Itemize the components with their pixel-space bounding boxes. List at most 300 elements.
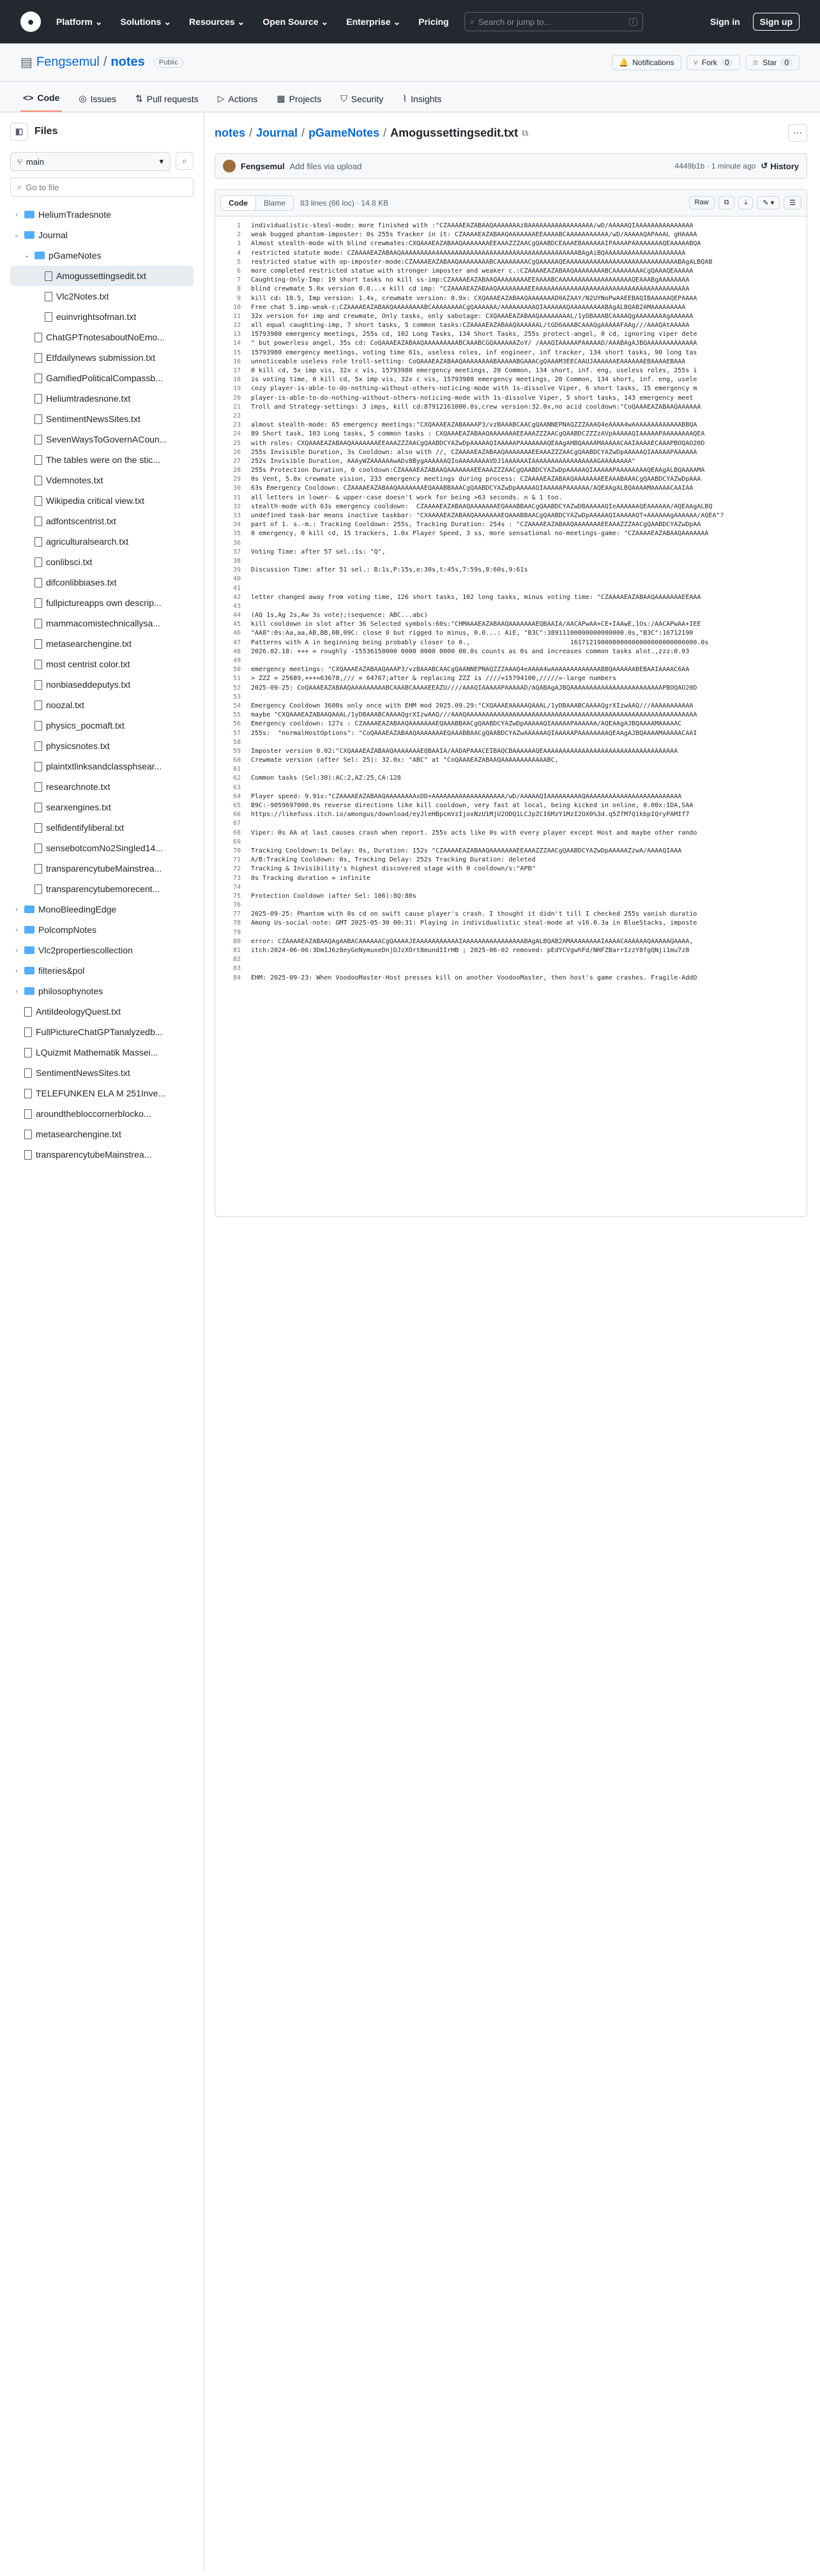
tree-item-label: Heliumtradesnone.txt xyxy=(46,393,131,404)
play-icon: ▷ xyxy=(217,93,225,103)
commit-message[interactable]: Add files via upload xyxy=(289,161,362,171)
tree-item-label: The tables were on the stic... xyxy=(46,455,160,465)
line-number[interactable]: 29 xyxy=(232,476,241,483)
tree-file[interactable] xyxy=(10,1042,194,1063)
file-header xyxy=(215,190,807,216)
tree-file[interactable] xyxy=(10,552,194,572)
tree-item-label: transparencytubeMainstrea... xyxy=(36,1149,152,1160)
tree-item-label: filteries&pol xyxy=(38,966,85,976)
code-line xyxy=(215,720,807,729)
tree-file[interactable] xyxy=(10,1103,194,1124)
copy-icon[interactable]: ⧉ xyxy=(718,196,735,209)
line-text: with roles: CXQAAAEAZABAAQAAAAAAAEEAAAZZZAACgQAABDCYAZwDpAAAAAQIAAAAAPAAAAAAAQEAAgAHBQAAAAMAAAAACAAIAAAAECAAAPBOQAO20D xyxy=(251,439,705,447)
line-number[interactable]: 72 xyxy=(232,865,241,873)
tree-file[interactable] xyxy=(10,388,194,409)
line-number[interactable]: 84 xyxy=(232,974,241,981)
symbols-panel-icon[interactable]: ☰ xyxy=(784,196,801,209)
tree-item-label: Wikipedia critical view.txt xyxy=(46,496,145,506)
line-number[interactable]: 71 xyxy=(232,856,241,864)
tree-item-label: pGameNotes xyxy=(49,250,102,261)
pull-request-icon: ⇅ xyxy=(135,93,143,103)
tree-file[interactable] xyxy=(10,654,194,674)
history-icon: ↺ xyxy=(761,161,768,170)
line-number[interactable]: 3 xyxy=(236,240,241,248)
tree-item-label: AntiIdeologyQuest.txt xyxy=(36,1006,121,1017)
line-number[interactable]: 59 xyxy=(232,747,241,755)
tree-file[interactable] xyxy=(10,633,194,654)
line-number[interactable]: 83 xyxy=(232,965,241,973)
tree-file[interactable] xyxy=(10,286,194,307)
line-number[interactable]: 73 xyxy=(232,874,241,882)
line-text: 15793980 emergency meetings, 255s cd, 102 Long Tasks, 134 Short Tasks, 255s protect-angel, 0 cd, ignoring viper dete xyxy=(251,331,697,338)
line-number[interactable]: 81 xyxy=(232,947,241,954)
line-number[interactable]: 45 xyxy=(232,621,241,628)
tree-item-label: Vlc2Notes.txt xyxy=(56,291,109,301)
line-number[interactable]: 8 xyxy=(236,285,241,293)
tab-security[interactable]: ⛉ Security xyxy=(340,93,384,104)
tree-file[interactable] xyxy=(10,1144,194,1165)
tree-file[interactable] xyxy=(10,1001,194,1022)
file-icon xyxy=(34,660,42,669)
chevron-down-icon: ⌄ xyxy=(237,16,245,27)
line-number[interactable]: 51 xyxy=(232,675,241,683)
issue-icon: ◎ xyxy=(79,93,87,103)
code-line xyxy=(215,548,807,557)
code-line xyxy=(215,639,807,648)
tab-issues[interactable]: ◎ Issues xyxy=(79,93,117,104)
line-text: 63s Emergency Cooldown: CZAAAAEAZABAAQAAAAAAAEQAAABBAAACgQAABDCYAZwDpAAAAAQIAAAAAPAAAAAA/AQEAAgALBQAAAAMAAAAACAAIAA xyxy=(251,485,694,492)
tree-folder[interactable] xyxy=(10,899,194,920)
code-line xyxy=(215,620,807,629)
line-number[interactable]: 38 xyxy=(232,557,241,564)
line-number[interactable]: 80 xyxy=(232,937,241,945)
tab-code[interactable]: <> Code xyxy=(20,93,62,112)
file-icon xyxy=(34,496,42,506)
line-number[interactable]: 7 xyxy=(236,277,241,284)
line-number[interactable]: 27 xyxy=(232,457,241,465)
tab-insights[interactable]: ⌇ Insights xyxy=(402,93,442,104)
commit-author[interactable]: Fengsemul xyxy=(241,161,285,171)
line-number[interactable]: 15 xyxy=(232,349,241,356)
line-number[interactable]: 26 xyxy=(232,448,241,456)
repo-header xyxy=(0,43,820,82)
chevron-down-icon: ⌄ xyxy=(163,16,172,27)
raw-button[interactable]: Raw xyxy=(689,196,715,209)
global-header xyxy=(0,0,820,43)
tree-item-label: TELEFUNKEN ELA M 251Inve... xyxy=(36,1088,166,1098)
file-tree-sidebar xyxy=(0,112,204,2571)
line-number[interactable]: 44 xyxy=(232,612,241,619)
tree-file[interactable] xyxy=(10,429,194,450)
line-number[interactable]: 19 xyxy=(232,385,241,393)
tree-file[interactable] xyxy=(10,511,194,531)
tree-item-label: Journal xyxy=(38,230,68,240)
tab-pull-requests[interactable]: ⇅ Pull requests xyxy=(135,93,199,104)
repo-owner-link[interactable]: Fengsemul xyxy=(36,55,100,69)
line-text: more completed restricted statue with stronger imposter and weaker c.:CZAAAAEAZABAAQAAAAAAAABCAAAAAAAACgQAAAQEAAAAA xyxy=(251,267,694,275)
breadcrumb-separator: / xyxy=(301,126,305,139)
code-line xyxy=(215,611,807,620)
line-number[interactable]: 52 xyxy=(232,684,241,692)
code-line xyxy=(215,239,807,248)
line-number[interactable]: 28 xyxy=(232,467,241,474)
line-text: 0 kill cd, 5x imp vis, 32x c vis, 15793980 emergency meetings, 20 Common, 134 short, inf. eng, useless roles, 255s i xyxy=(251,367,697,374)
line-text: "AA8":0s:Aa,aa,AB,BB,0B,09C: close 0 but rigged to minus, 0.0...: AiE, "B3C":38911100000000000000.0s,"B3C":16712190 xyxy=(251,630,694,637)
tree-file[interactable] xyxy=(10,266,194,286)
code-line xyxy=(215,865,807,874)
chevron-right-icon: › xyxy=(15,926,18,934)
fork-button[interactable]: ⑂ Fork 0 xyxy=(687,55,740,70)
tree-item-label: SentimentNewsSites.txt xyxy=(46,414,140,424)
line-number[interactable]: 42 xyxy=(232,593,241,601)
line-text: individualistic-steal-mode: more finished with :"CZAAAAEAZABAAQAAAAAAAzBAAAAAAAAAAAAAAAAA/wD/AAAAAQIAAAAAAAAAAAAAAA xyxy=(251,222,694,229)
code-line xyxy=(215,267,807,276)
file-icon xyxy=(24,1109,32,1119)
line-number[interactable]: 82 xyxy=(232,956,241,964)
code-lines xyxy=(215,216,807,988)
fork-count: 0 xyxy=(721,58,733,67)
folder-icon xyxy=(24,231,34,239)
file-icon xyxy=(34,414,42,424)
nav-pricing[interactable]: Pricing xyxy=(418,17,449,27)
line-number[interactable]: 54 xyxy=(232,702,241,709)
breadcrumb-file: Amogussettingsedit.txt xyxy=(390,126,519,139)
code-line xyxy=(215,593,807,602)
tree-file[interactable] xyxy=(10,572,194,593)
line-text: weak bugged phantom-imposter: 0s 255s Tracker in it: CZAAAAEAZABAAQAAAAAAAEEAAAABCAAAAAAAAAAA/wD/AAAAAQAPAAAL gHAAAA xyxy=(251,231,697,239)
global-nav xyxy=(56,17,449,27)
tree-item-label: difconlibbiases.txt xyxy=(46,577,117,587)
line-number[interactable]: 25 xyxy=(232,439,241,447)
line-text: player-is-able-to-do-nothing-without-others-noticing-mode with 1s-dissolve Viper, 5 short tasks, 143 emergency meet xyxy=(251,394,694,402)
tree-file[interactable] xyxy=(10,470,194,490)
tree-file[interactable] xyxy=(10,409,194,429)
collapse-sidebar-icon[interactable]: ◧ xyxy=(10,123,28,140)
folder-icon xyxy=(24,926,34,934)
file-icon xyxy=(24,1089,32,1098)
line-number[interactable]: 11 xyxy=(232,312,241,320)
tree-file[interactable] xyxy=(10,450,194,470)
tree-file[interactable] xyxy=(10,756,194,777)
line-text: Viper: 0s AA at last causes crash when report. 255s acts like 0s with every player except Host and maybe other rando xyxy=(251,829,697,837)
line-number[interactable]: 75 xyxy=(232,892,241,900)
line-text: Common tasks (Sel:30):AC:2,AZ:25,CA:128 xyxy=(251,775,401,782)
line-number[interactable]: 9 xyxy=(236,294,241,302)
line-number[interactable]: 4 xyxy=(236,249,241,257)
line-number[interactable]: 23 xyxy=(232,421,241,429)
tree-file[interactable] xyxy=(10,347,194,368)
line-number[interactable]: 35 xyxy=(232,530,241,538)
go-to-file-input[interactable]: ⌕ Go to file xyxy=(10,178,194,197)
tree-file[interactable] xyxy=(10,838,194,858)
line-number[interactable]: 13 xyxy=(232,331,241,338)
tree-item-label: physics_pocmaft.txt xyxy=(46,720,125,731)
line-text: Voting Time: after 57 sel.:1s: "Q", xyxy=(251,548,386,556)
line-number[interactable]: 16 xyxy=(232,358,241,365)
line-text: (AQ 1s,Ag 2s,Aw 3s vote);(sequence: ABC...abc) xyxy=(251,612,428,619)
download-icon[interactable]: ⤓ xyxy=(738,196,753,209)
code-line xyxy=(215,801,807,810)
line-number[interactable]: 68 xyxy=(232,829,241,837)
line-number[interactable]: 60 xyxy=(232,757,241,764)
line-number[interactable]: 47 xyxy=(232,639,241,646)
line-text: B9C:-9059697000.0s reverse directions like kill cooldown, very fast at local, being kicked in online, 0.00x:IDA,SAA xyxy=(251,802,694,809)
nav-resources[interactable]: Resources ⌄ xyxy=(189,16,245,27)
code-line xyxy=(215,394,807,403)
line-number[interactable]: 1 xyxy=(236,222,241,229)
file-icon xyxy=(34,864,42,874)
line-number[interactable]: 48 xyxy=(232,648,241,655)
tree-file[interactable] xyxy=(10,817,194,838)
line-number[interactable]: 74 xyxy=(232,883,241,891)
code-line xyxy=(215,883,807,892)
line-number[interactable]: 14 xyxy=(232,340,241,347)
search-icon[interactable]: ⌕ xyxy=(176,152,194,170)
line-number[interactable]: 67 xyxy=(232,820,241,828)
sign-in-link[interactable]: Sign in xyxy=(710,17,740,27)
line-number[interactable]: 58 xyxy=(232,738,241,746)
line-text: Tracking & Invisibility's highest discovered stage with 0 cooldown/s:"APB" xyxy=(251,865,536,873)
caret-down-icon: ▾ xyxy=(159,156,163,166)
line-number[interactable]: 30 xyxy=(232,485,241,492)
star-button[interactable]: ☆ Star 0 xyxy=(745,55,800,70)
tree-item-label: adfontscentrist.txt xyxy=(46,516,116,526)
bell-icon: 🔔 xyxy=(619,57,629,67)
code-line xyxy=(215,819,807,828)
tab-projects[interactable]: ▦ Projects xyxy=(277,93,322,104)
line-number[interactable]: 34 xyxy=(232,521,241,529)
tree-file[interactable] xyxy=(10,715,194,736)
nav-solutions[interactable]: Solutions ⌄ xyxy=(120,16,172,27)
file-icon xyxy=(34,455,42,465)
tree-item-label: Etfdailynews submission.txt xyxy=(46,352,156,363)
tree-file[interactable] xyxy=(10,613,194,633)
nav-open-source[interactable]: Open Source ⌄ xyxy=(262,16,329,27)
tree-file[interactable] xyxy=(10,879,194,899)
repo-name-link[interactable]: notes xyxy=(110,55,145,69)
line-number[interactable]: 64 xyxy=(232,792,241,800)
file-icon xyxy=(34,578,42,587)
commit-meta[interactable]: 4449b1b · 1 minute ago xyxy=(674,162,756,170)
more-options-icon[interactable]: ··· xyxy=(788,124,807,142)
file-view xyxy=(204,112,820,2571)
tree-item-label: transparencytubeMainstrea... xyxy=(46,863,162,874)
code-line xyxy=(215,629,807,638)
line-number[interactable]: 33 xyxy=(232,512,241,519)
tree-item-label: sensebotcomNo2Singled14... xyxy=(46,843,163,853)
line-number[interactable]: 76 xyxy=(232,902,241,909)
code-line xyxy=(215,466,807,475)
line-number[interactable]: 40 xyxy=(232,575,241,583)
code-line xyxy=(215,738,807,747)
tree-item-label: GamifiedPoliticalCompassb... xyxy=(46,373,163,383)
tree-folder[interactable] xyxy=(10,920,194,940)
graph-icon: ⌇ xyxy=(402,93,407,103)
notifications-button[interactable]: 🔔 Notifications xyxy=(612,55,681,70)
line-number[interactable]: 20 xyxy=(232,394,241,402)
line-text: 2025-09-25: Phantom with 0s cd on swift cause player's crash. I thought it didn't till I checked 255s vanish duratio xyxy=(251,911,697,918)
breadcrumb-repo[interactable]: notes xyxy=(215,126,246,139)
code-line xyxy=(215,303,807,312)
tree-file[interactable] xyxy=(10,1083,194,1103)
tree-item-label: searxengines.txt xyxy=(46,802,111,812)
line-text: itch:2024-06-06:3Dm1J6z8eyGeNymuxeDnjDJzXOrt8mundIIrHB ; 2025-06-02 removed: pEdYCVgwhFd/NHFZBarrIzzY8fgQNji1mu7z8 xyxy=(251,947,690,954)
sidebar-header xyxy=(10,123,194,140)
line-number[interactable]: 70 xyxy=(232,847,241,854)
line-text: Player speed: 9.91x:"CZAAAAEAZABAAQAAAAAAAAxDD+AAAAAAAAAAAAAAAAAAA/wD/AAAAAQIAAAAAAAAAQAAAAAAAAAAAAAAAAAAAAAAAAA xyxy=(251,792,682,800)
line-text: maybe "CXQAAAEAZABAAQAAAL/1yDBAAABCAAAAQgrXIzwAAQ///AAAQAAAAAAAAAAAAAAAAAAAAAAAAAAAAAAAAAAAAAAAAAAAAAAAAAAAAAAAAAAAA xyxy=(251,711,697,719)
search-icon: ⌕ xyxy=(17,182,22,192)
breadcrumb-journal[interactable]: Journal xyxy=(256,126,298,139)
blame-view-tab[interactable]: Blame xyxy=(256,196,293,210)
line-number[interactable]: 63 xyxy=(232,784,241,791)
file-icon xyxy=(45,292,52,301)
line-number[interactable]: 41 xyxy=(232,584,241,592)
avatar[interactable] xyxy=(223,160,236,172)
nav-platform[interactable]: Platform ⌄ xyxy=(56,16,103,27)
code-line xyxy=(215,403,807,412)
line-text: A/B:Tracking Cooldown: 0s, Tracking Delay: 252s Tracking Duration: deleted xyxy=(251,856,536,864)
search-input[interactable]: ⌕ Search or jump to... / xyxy=(464,12,643,31)
tree-item-label: plaintxtlinksandclassphsear... xyxy=(46,761,162,771)
line-number[interactable]: 61 xyxy=(232,766,241,773)
file-icon xyxy=(34,374,42,383)
edit-icon[interactable]: ✎ ▾ xyxy=(757,196,780,209)
tree-item-label: agriculturalsearch.txt xyxy=(46,536,129,547)
tree-folder[interactable] xyxy=(10,204,194,225)
code-line xyxy=(215,810,807,819)
line-number[interactable]: 78 xyxy=(232,920,241,927)
line-number[interactable]: 17 xyxy=(232,367,241,374)
sidebar-title: Files xyxy=(34,126,58,137)
line-text: 0s Tracking duration = infinite xyxy=(251,874,370,882)
code-line xyxy=(215,674,807,683)
repo-separator: / xyxy=(103,55,107,69)
tree-item-label: philosophynotes xyxy=(38,986,103,996)
line-number[interactable]: 77 xyxy=(232,911,241,918)
tree-folder[interactable] xyxy=(10,960,194,981)
line-number[interactable]: 39 xyxy=(232,566,241,574)
file-icon xyxy=(34,721,42,731)
line-number[interactable]: 10 xyxy=(232,303,241,311)
code-line xyxy=(215,964,807,973)
line-text: Crewmate version (after Sel: 25): 32.0x: "ABC" at "CoQAAAEAZABAAQAAAAAAAAAAAABC, xyxy=(251,757,559,764)
file-icon xyxy=(34,701,42,710)
tree-folder[interactable] xyxy=(10,981,194,1001)
line-number[interactable]: 36 xyxy=(232,539,241,547)
code-line xyxy=(215,339,807,348)
code-line xyxy=(215,774,807,783)
line-text: Discussion Time: after 51 sel.: B:1s,P:15s,e:30s,t:45s,7:59s,8:60s,9:61s xyxy=(251,566,528,574)
line-number[interactable]: 24 xyxy=(232,430,241,438)
tree-item-label: euinvrightsofman.txt xyxy=(56,312,137,322)
code-line xyxy=(215,838,807,847)
tree-file[interactable] xyxy=(10,593,194,613)
tree-item-label: most centrist color.txt xyxy=(46,659,130,669)
file-icon xyxy=(34,639,42,649)
tree-file[interactable] xyxy=(10,368,194,388)
file-icon xyxy=(45,271,52,281)
line-number[interactable]: 2 xyxy=(236,231,241,239)
tree-file[interactable] xyxy=(10,736,194,756)
branch-selector[interactable]: ⑂ main ▾ xyxy=(10,152,171,171)
line-number[interactable]: 5 xyxy=(236,258,241,266)
code-view-tab[interactable]: Code xyxy=(221,196,256,210)
code-line xyxy=(215,711,807,720)
line-number[interactable]: 57 xyxy=(232,729,241,737)
tree-file[interactable] xyxy=(10,777,194,797)
line-text: Protection Cooldown (after Sel: 106):8Q:80s xyxy=(251,892,416,900)
copy-path-icon[interactable]: ⧉ xyxy=(522,127,529,138)
line-number[interactable]: 12 xyxy=(232,322,241,330)
line-number[interactable]: 55 xyxy=(232,711,241,719)
tab-actions[interactable]: ▷ Actions xyxy=(217,93,258,104)
line-number[interactable]: 62 xyxy=(232,775,241,782)
line-number[interactable]: 46 xyxy=(232,630,241,637)
tree-file[interactable] xyxy=(10,1124,194,1144)
tree-file[interactable] xyxy=(10,1022,194,1042)
line-number[interactable]: 79 xyxy=(232,928,241,936)
code-line xyxy=(215,729,807,738)
line-number[interactable]: 56 xyxy=(232,720,241,728)
line-number[interactable]: 53 xyxy=(232,693,241,701)
tree-file[interactable] xyxy=(10,797,194,817)
tree-folder[interactable] xyxy=(10,225,194,245)
line-text: Patterns with A in beginning being probably closer to 0., 161712190000000000000000000000000.0s xyxy=(251,639,709,646)
line-number[interactable]: 32 xyxy=(232,503,241,510)
github-logo-icon[interactable]: ● xyxy=(20,11,41,32)
line-number[interactable]: 18 xyxy=(232,376,241,384)
line-text: is voting time, 0 kill cd, 5x imp vis, 32x c vis, 15793980 emergency meetings, 20 Common, 134 short, inf. eng, usele xyxy=(251,376,697,384)
code-line xyxy=(215,503,807,511)
line-number[interactable]: 21 xyxy=(232,403,241,411)
tree-file[interactable] xyxy=(10,327,194,347)
line-number[interactable]: 22 xyxy=(232,412,241,420)
tree-file[interactable] xyxy=(10,490,194,511)
history-button[interactable]: ↺ History xyxy=(761,161,799,171)
breadcrumb-pgamenotes[interactable]: pGameNotes xyxy=(308,126,380,139)
line-number[interactable]: 69 xyxy=(232,838,241,845)
tree-file[interactable] xyxy=(10,1063,194,1083)
tree-file[interactable] xyxy=(10,531,194,552)
tree-file[interactable] xyxy=(10,858,194,879)
tree-folder[interactable] xyxy=(10,940,194,960)
line-number[interactable]: 6 xyxy=(236,267,241,275)
line-number[interactable]: 43 xyxy=(232,602,241,610)
code-line xyxy=(215,937,807,946)
tree-folder[interactable] xyxy=(10,245,194,266)
tree-file[interactable] xyxy=(10,674,194,695)
sign-up-button[interactable]: Sign up xyxy=(753,13,800,31)
line-number[interactable]: 66 xyxy=(232,811,241,819)
code-line xyxy=(215,784,807,792)
tree-file[interactable] xyxy=(10,695,194,715)
line-number[interactable]: 49 xyxy=(232,657,241,664)
code-line xyxy=(215,494,807,503)
nav-enterprise[interactable]: Enterprise ⌄ xyxy=(346,16,401,27)
code-line xyxy=(215,584,807,593)
line-text: Troll and Strategy-settings: 3 imps, kill cd:87912161000.0s,crew version:32.0x,no acid cooldown:"CoQAAAEAZABAAQAAAAAA xyxy=(251,403,701,411)
line-number[interactable]: 37 xyxy=(232,548,241,556)
file-icon xyxy=(24,1130,32,1139)
line-text: emergency meetings: "CXQAAAEAZABAAQAAAP3/vzBAAABCAACgQAANNEPNAQZZZAAAQ4eAAAA4wAAAAAAAAAAAAABBQAAAAAABEBAAIAAAAC6AA xyxy=(251,666,690,674)
line-text: cozy player-is-able-to-do-nothing-without-others-noticing-mode with 1s-dissolve Viper, 6 short tasks, 15 emergency m xyxy=(251,385,697,393)
line-number[interactable]: 65 xyxy=(232,802,241,809)
line-number[interactable]: 50 xyxy=(232,666,241,674)
line-number[interactable]: 31 xyxy=(232,494,241,501)
tree-file[interactable] xyxy=(10,307,194,327)
tree-item-label: Vlc2propertiescollection xyxy=(38,945,133,955)
